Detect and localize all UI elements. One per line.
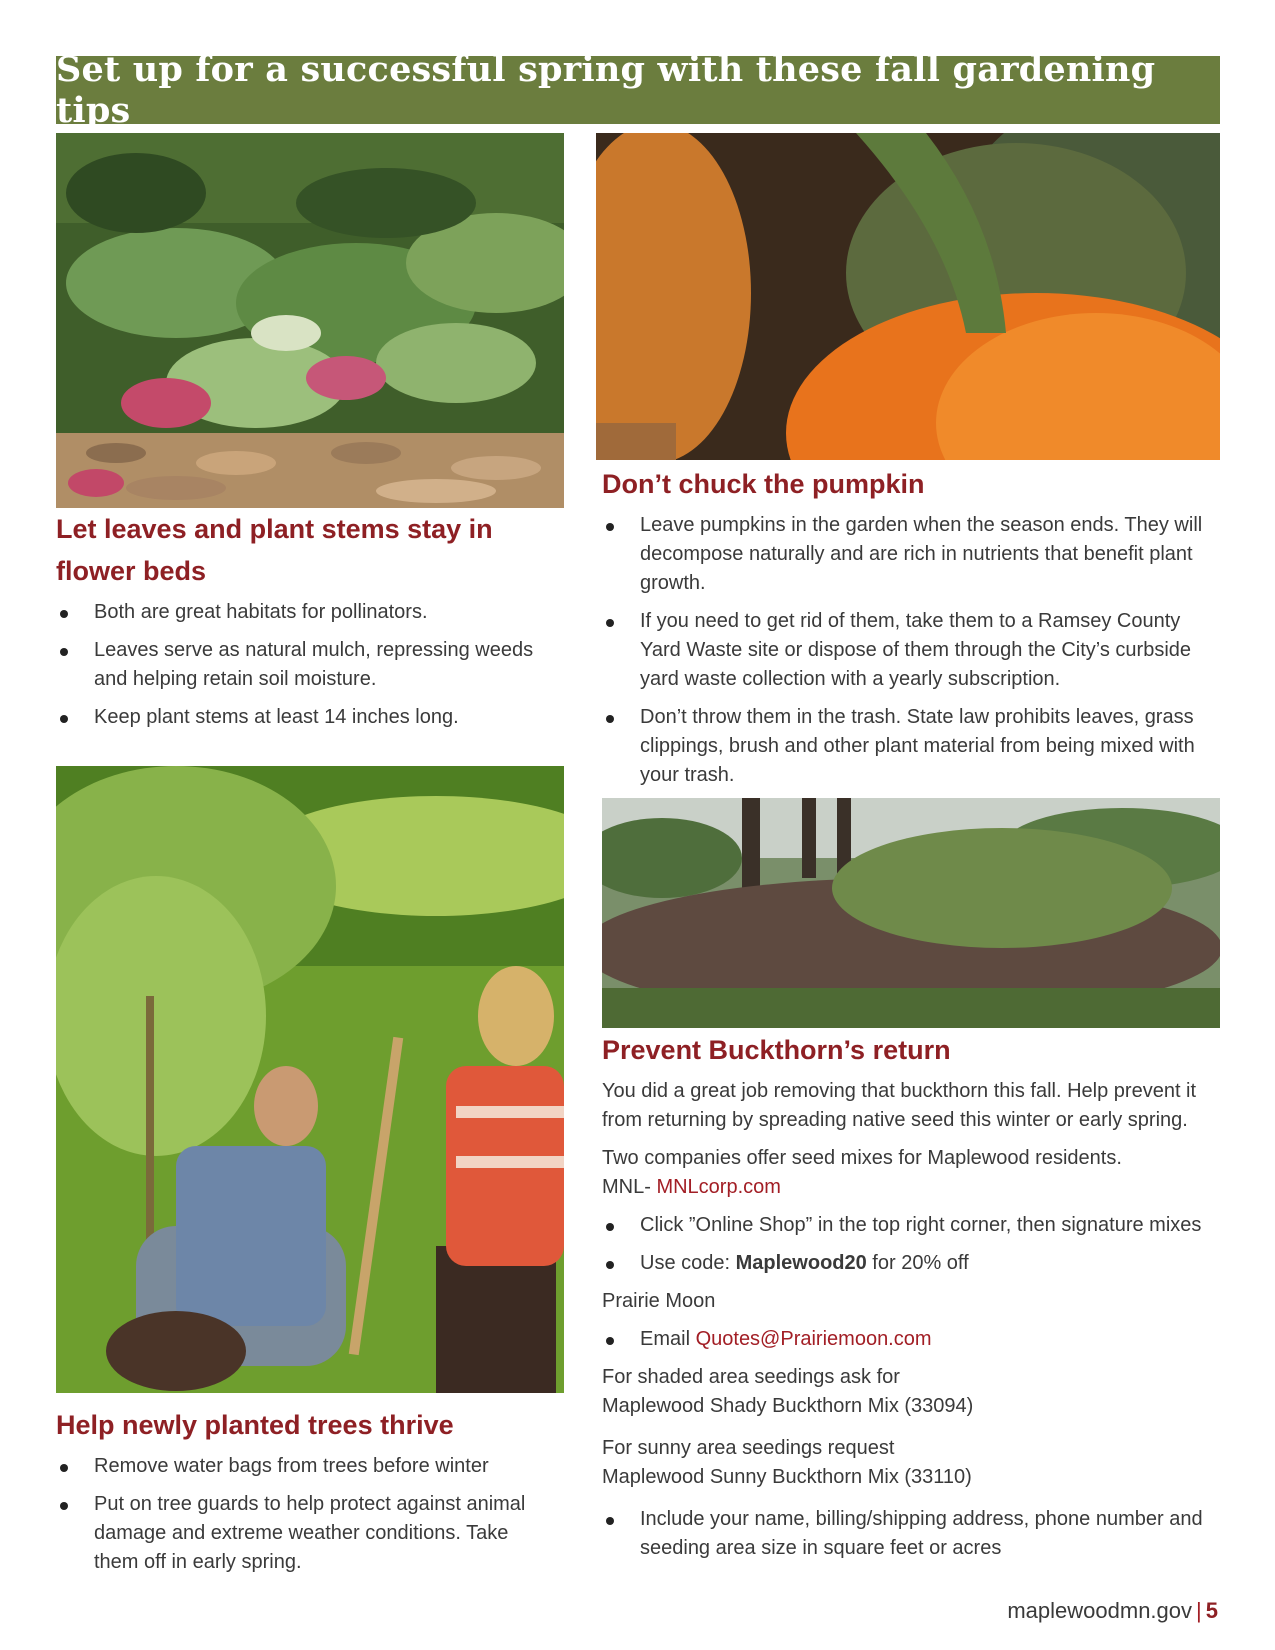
list-item: Put on tree guards to help protect against animal damage and extreme weather conditions. Take them off in early spring. bbox=[56, 1490, 556, 1577]
footer-separator: | bbox=[1196, 1598, 1202, 1623]
trees-section bbox=[56, 1404, 556, 1586]
prairie-list bbox=[602, 1325, 1222, 1354]
sunny-text bbox=[602, 1434, 1222, 1492]
prairie-moon-label: Prairie Moon bbox=[602, 1290, 716, 1312]
email-prefix: Email bbox=[640, 1328, 696, 1350]
mnl-list bbox=[602, 1211, 1222, 1278]
pumpkin-photo bbox=[596, 133, 1220, 460]
list-item: If you need to get rid of them, take them to a Ramsey County Yard Waste site or dispose of them through the City’s curbside yard waste collection with a yearly subscription. bbox=[602, 607, 1222, 694]
sunny-line-2: Maplewood Sunny Buckthorn Mix (33110) bbox=[602, 1466, 972, 1488]
list-item: Remove water bags from trees before winter bbox=[56, 1452, 556, 1481]
page-number: 5 bbox=[1205, 1598, 1218, 1623]
tree-planting-photo bbox=[56, 766, 564, 1393]
code-prefix: Use code: bbox=[640, 1252, 736, 1274]
page-footer bbox=[1007, 1598, 1218, 1624]
list-item bbox=[602, 1249, 1222, 1278]
pumpkin-section bbox=[602, 463, 1222, 799]
list-item: Don’t throw them in the trash. State law prohibits leaves, grass clippings, brush and other plant material from being mixed with your trash. bbox=[602, 703, 1222, 790]
list-item: Both are great habitats for pollinators. bbox=[56, 598, 556, 627]
code-suffix: for 20% off bbox=[866, 1252, 969, 1274]
shaded-line-1: For shaded area seedings ask for bbox=[602, 1366, 900, 1388]
mnl-prefix: MNL- bbox=[602, 1176, 657, 1198]
include-list bbox=[602, 1505, 1222, 1563]
companies-text bbox=[602, 1144, 1222, 1202]
list-item bbox=[602, 1325, 1222, 1354]
title-banner bbox=[56, 49, 1220, 131]
list-item: Leaves serve as natural mulch, repressing weeds and helping retain soil moisture. bbox=[56, 636, 556, 694]
leaves-list bbox=[56, 598, 556, 732]
email-link[interactable]: Quotes@Prairiemoon.com bbox=[695, 1328, 932, 1350]
trees-heading: Help newly planted trees thrive bbox=[56, 1410, 454, 1440]
list-item: Click ”Online Shop” in the top right corner, then signature mixes bbox=[602, 1211, 1222, 1240]
leaves-heading: Let leaves and plant stems stay in flower beds bbox=[56, 514, 493, 586]
buckthorn-heading: Prevent Buckthorn’s return bbox=[602, 1035, 951, 1065]
list-item: Leave pumpkins in the garden when the season ends. They will decompose naturally and are rich in nutrients that benefit plant growth. bbox=[602, 511, 1222, 598]
mnl-link[interactable]: MNLcorp.com bbox=[656, 1176, 781, 1198]
buckthorn-intro: You did a great job removing that buckthorn this fall. Help prevent it from returning by spreading native seed this winter or early spring. bbox=[602, 1080, 1197, 1131]
page-title: Set up for a successful spring with these fall gardening tips bbox=[56, 49, 1156, 131]
companies-line: Two companies offer seed mixes for Maplewood residents. bbox=[602, 1147, 1122, 1169]
buckthorn-brush-photo bbox=[602, 798, 1220, 1028]
trees-list bbox=[56, 1452, 556, 1577]
leaves-section bbox=[56, 508, 556, 741]
promo-code: Maplewood20 bbox=[735, 1252, 867, 1274]
shaded-text bbox=[602, 1363, 1222, 1421]
sunny-line-1: For sunny area seedings request bbox=[602, 1437, 895, 1459]
list-item: Include your name, billing/shipping address, phone number and seeding area size in square feet or acres bbox=[602, 1505, 1222, 1563]
flower-bed-photo bbox=[56, 133, 564, 508]
buckthorn-section bbox=[602, 1029, 1222, 1572]
pumpkin-list bbox=[602, 511, 1222, 790]
list-item: Keep plant stems at least 14 inches long. bbox=[56, 703, 556, 732]
pumpkin-heading: Don’t chuck the pumpkin bbox=[602, 469, 925, 499]
shaded-line-2: Maplewood Shady Buckthorn Mix (33094) bbox=[602, 1395, 974, 1417]
footer-site: maplewoodmn.gov bbox=[1007, 1598, 1193, 1623]
